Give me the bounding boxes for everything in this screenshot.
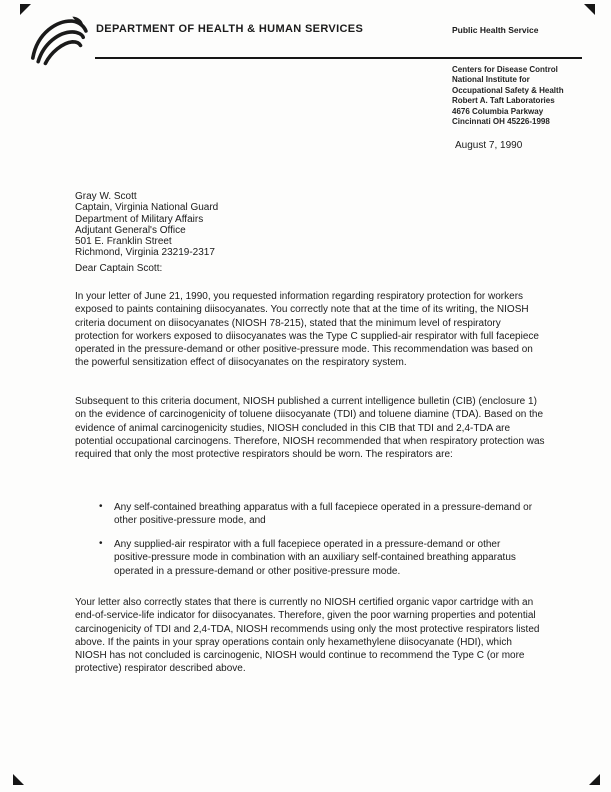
- bullet-text-1: Any self-contained breathing apparatus with a full facepiece operated in a pressure-demand or other positive-pressure mode, and: [114, 502, 533, 527]
- bullet-item-1: [99, 501, 538, 528]
- recipient-address-block: [75, 191, 218, 259]
- scan-artifact-bottom-left: [13, 774, 24, 785]
- letter-date: August 7, 1990: [455, 140, 523, 151]
- body-paragraph-1: In your letter of June 21, 1990, you requested information regarding respiratory protection for workers exposed to paints containing diisocyanates. You correctly note that at the time of its writing, the NIOSH criteria document on diisocyanates (NIOSH 78-215), stated that the minimum level of respiratory protection for workers exposed to diisocyanates was the Type C supplied-air respirator with full facepiece operated in the pressure-demand or other positive-pressure mode. This recommendation was based on the powerful sensitization effect of diisocyanates on the respiratory system.: [75, 291, 539, 369]
- agency-line: Centers for Disease Control: [452, 65, 558, 74]
- header-divider: [95, 57, 582, 59]
- bullet-item-2: [99, 538, 538, 578]
- recipient-line: Department of Military Affairs: [75, 213, 204, 225]
- body-paragraph-3: Your letter also correctly states that there is currently no NIOSH certified organic vapor cartridge with an end-of-service-life indicator for diisocyanates. Therefore, given the poor warning properties and potential carcinogenicity of TDI and 2,4-TDA, NIOSH recommends using only the most protective respirators listed above. If the paints in your spray operations contain only hexamethylene diisocyanate (HDI), which NIOSH has not concluded is carcinogenic, NIOSH would continue to recommend the Type C (or more protective) respirator described above.: [75, 597, 540, 675]
- recipient-line: 501 E. Franklin Street: [75, 236, 172, 248]
- agency-line: 4676 Columbia Parkway: [452, 106, 544, 116]
- agency-line: National Institute for: [452, 75, 530, 85]
- recipient-line: Richmond, Virginia 23219-2317: [75, 247, 215, 259]
- hhs-seal-icon: [26, 13, 90, 67]
- agency-line: Cincinnati OH 45226-1998: [452, 117, 550, 127]
- agency-line: Robert A. Taft Laboratories: [452, 96, 555, 106]
- public-health-service-label: Public Health Service: [452, 25, 539, 35]
- department-title: DEPARTMENT OF HEALTH & HUMAN SERVICES: [96, 23, 364, 35]
- agency-line: Occupational Safety & Health: [452, 85, 564, 95]
- body-paragraph-2: Subsequent to this criteria document, NIOSH published a current intelligence bulletin (CIB) (enclosure 1) on the evidence of carcinogenicity of toluene diisocyanate (TDI) and toluene diamine (TDA). Based on the evidence of animal carcinogenicity studies, NIOSH concluded in this CIB that TDI and 2,4-TDA are potential occupational carcinogens. Therefore, NIOSH recommended that when respiratory protection was required that only the most protective respirators should be worn. The respirators are:: [75, 396, 545, 461]
- bullet-text-2: Any supplied-air respirator with a full facepiece operated in a pressure-demand or other positive-pressure mode in combination with an auxiliary self-contained breathing apparatus operated in a pressure-demand or other positive-pressure mode.: [114, 539, 516, 577]
- salutation: Dear Captain Scott:: [75, 263, 163, 274]
- agency-address-block: [452, 65, 564, 127]
- recipient-line: Adjutant General's Office: [75, 224, 186, 236]
- scan-artifact-bottom-right: [589, 774, 600, 785]
- bullet-icon: •: [99, 538, 103, 549]
- bullet-icon: •: [99, 501, 103, 512]
- scan-artifact-top-right: [584, 4, 595, 15]
- recipient-line: Gray W. Scott: [75, 191, 137, 202]
- recipient-line: Captain, Virginia National Guard: [75, 202, 219, 214]
